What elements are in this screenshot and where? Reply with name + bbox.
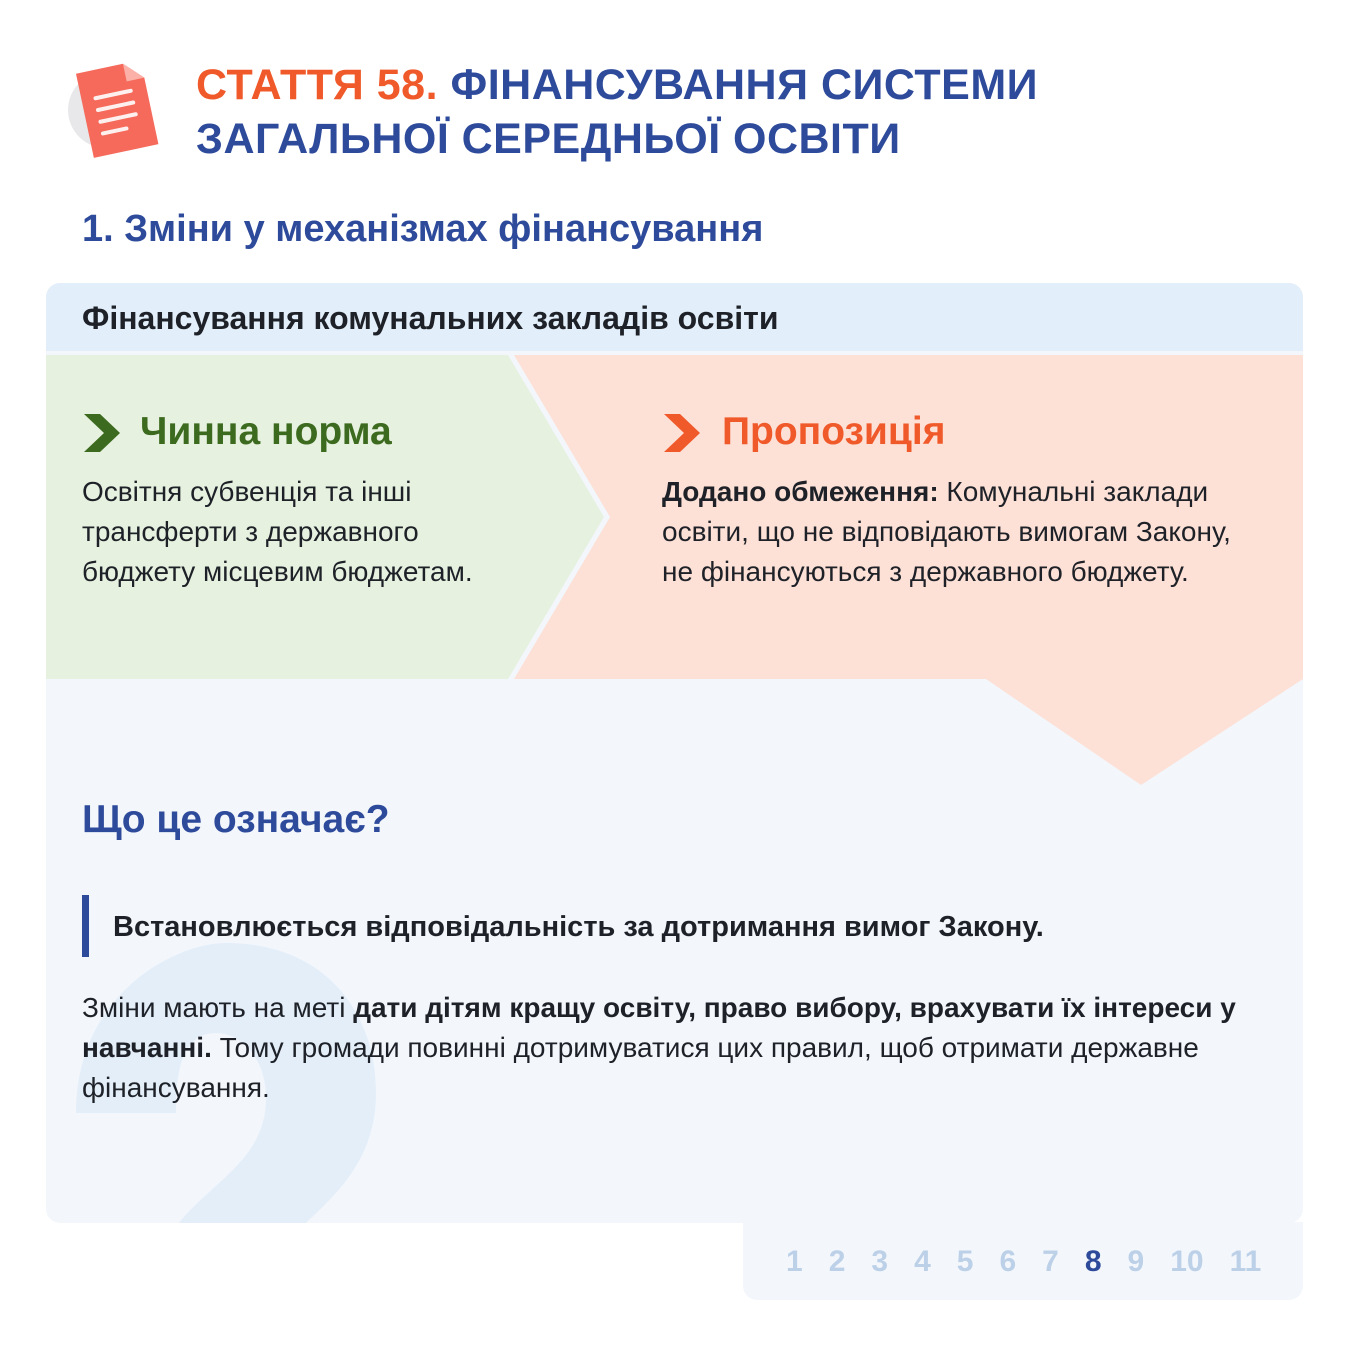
page-number-4[interactable]: 4 [914, 1245, 931, 1278]
proposal-title: Пропозиція [722, 410, 946, 453]
quote-bar [82, 895, 89, 957]
page-number-5[interactable]: 5 [956, 1245, 974, 1278]
page-number-9[interactable]: 9 [1127, 1245, 1145, 1278]
para-end: Тому громади повинні дотримуватися цих правил, щоб отримати державне фінансування. [82, 1032, 1199, 1103]
proposal-text [662, 472, 1262, 592]
page-number-1[interactable]: 1 [786, 1245, 803, 1278]
title-line-1: ФІНАНСУВАННЯ СИСТЕМИ [450, 61, 1039, 109]
meaning-title: Що це означає? [82, 798, 390, 841]
page-number-11[interactable]: 11 [1229, 1245, 1262, 1278]
page-number-6[interactable]: 6 [999, 1245, 1017, 1278]
current-norm-title: Чинна норма [140, 410, 392, 453]
para-start: Зміни мають на меті [82, 992, 354, 1023]
document-icon [62, 52, 172, 164]
current-norm-text: Освітня субвенція та інші трансферти з державного бюджету місцевим бюджетам. [82, 476, 473, 587]
chevron-right-icon [82, 412, 122, 454]
page-number-10[interactable]: 10 [1170, 1245, 1204, 1278]
title-line-2: ЗАГАЛЬНОЇ СЕРЕДНЬОЇ ОСВІТИ [196, 115, 901, 163]
section-title: 1. Зміни у механізмах фінансування [82, 208, 764, 250]
meaning-paragraph [82, 988, 1262, 1108]
page-number-8[interactable]: 8 [1084, 1245, 1102, 1278]
para-bold: дати дітям кращу освіту, право вибору, врахувати їх інтереси у навчанні. [82, 992, 1236, 1063]
proposal-text-rest: Комунальні заклади освіти, що не відповідають вимогам Закону, не фінансуються з державного бюджету. [662, 476, 1231, 587]
page-number-2[interactable]: 2 [828, 1245, 846, 1278]
quote-text: Встановлюється відповідальність за дотримання вимог Закону. [113, 911, 1044, 943]
proposal-text-bold: Додано обмеження: [662, 476, 939, 507]
page-number-7[interactable]: 7 [1042, 1245, 1059, 1278]
card-heading: Фінансування комунальних закладів освіти [82, 300, 779, 336]
pagination [773, 1242, 1274, 1282]
chevron-right-icon [662, 412, 702, 454]
page-title [196, 58, 1038, 166]
article-number: СТАТТЯ 58. [196, 61, 439, 109]
page-number-3[interactable]: 3 [871, 1245, 889, 1278]
